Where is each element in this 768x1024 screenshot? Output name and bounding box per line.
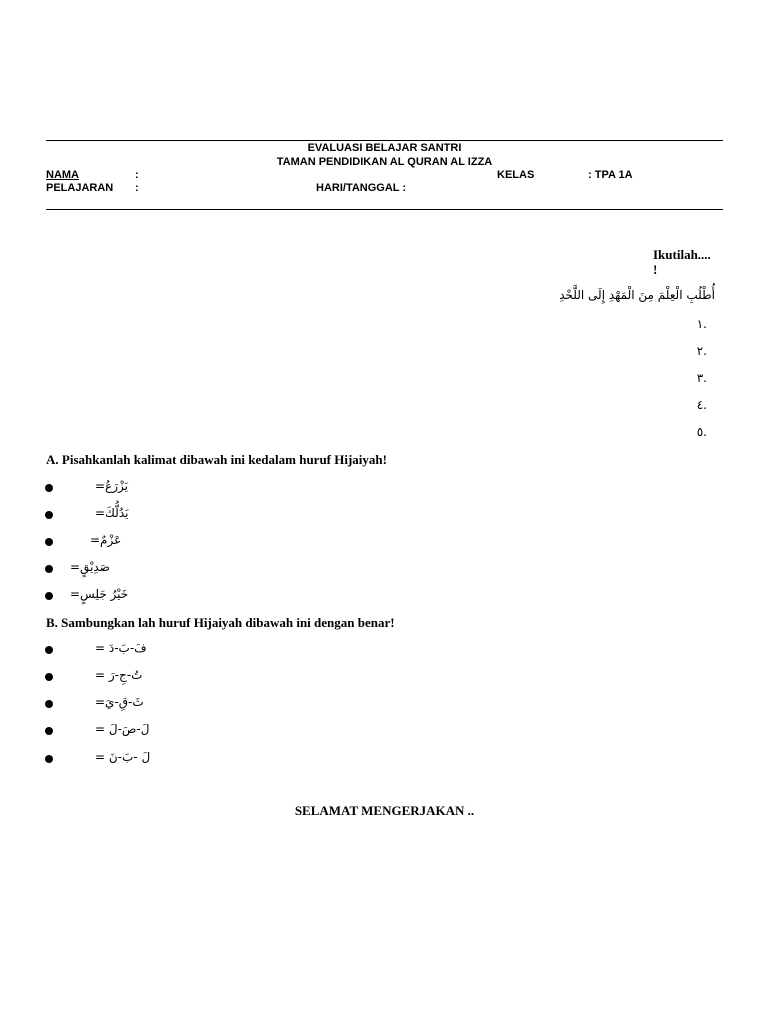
section-b-heading: B. Sambungkan lah huruf Hijaiyah dibawah ini dengan benar! <box>46 615 395 630</box>
section-a-item-1: يَزْرَعُ= <box>95 479 128 493</box>
header-subtitle: TAMAN PENDIDIKAN AL QURAN AL IZZA <box>276 156 493 168</box>
section-b-item-5: لَ -بَ-نَ = <box>95 750 151 764</box>
ikutilah-exclaim: ! <box>653 262 658 277</box>
nama-colon: : <box>135 169 139 181</box>
bullet <box>45 511 53 519</box>
bullet <box>45 484 53 492</box>
pelajaran-colon: : <box>135 182 139 194</box>
nama-label: NAMA <box>46 169 79 181</box>
bullet <box>45 700 53 708</box>
kelas-label: KELAS <box>497 169 535 181</box>
closing-text: SELAMAT MENGERJAKAN .. <box>294 803 475 818</box>
section-a-item-4: صَدِيْقٍ= <box>70 560 110 574</box>
answer-number-1: .١ <box>696 317 707 331</box>
answer-number-5: .٥ <box>696 425 707 439</box>
bullet <box>45 727 53 735</box>
header-top-rule <box>46 140 723 141</box>
section-a-item-3: عَزْمٌ= <box>90 533 122 547</box>
section-a-heading: A. Pisahkanlah kalimat dibawah ini kedalam huruf Hijaiyah! <box>46 452 387 467</box>
ikutilah-label: Ikutilah.... <box>653 247 711 262</box>
bullet <box>45 592 53 600</box>
section-b-item-1: فَ-بَ-دَ = <box>95 641 147 655</box>
header-title: EVALUASI BELAJAR SANTRI <box>307 142 462 154</box>
bullet <box>45 538 53 546</box>
answer-number-3: .٣ <box>696 371 707 385</box>
bullet <box>45 755 53 763</box>
kelas-value: : TPA 1A <box>588 169 633 181</box>
section-b-item-2: تُ-جِ-رَ = <box>95 668 143 682</box>
bullet <box>45 646 53 654</box>
hari-tanggal-label: HARI/TANGGAL : <box>316 182 407 194</box>
bullet <box>45 673 53 681</box>
section-b-item-4: لَ-صَ-لَ = <box>95 722 150 736</box>
section-a-item-5: خَيْرُ جَلِسٍ= <box>70 587 129 601</box>
answer-number-4: .٤ <box>696 398 707 412</box>
section-b-item-3: ثَ-قِ-يَ= <box>95 695 144 709</box>
header-bottom-rule <box>46 209 723 210</box>
section-a-item-2: يَدُلُّكَ= <box>95 506 129 520</box>
bullet <box>45 565 53 573</box>
pelajaran-label: PELAJARAN <box>46 182 114 194</box>
arabic-sentence: أُطْلُبِ الْعِلْمَ مِنَ الْمَهْدِ إِلَى اللَّحْدِ <box>559 288 715 302</box>
answer-number-2: .٢ <box>696 344 707 358</box>
